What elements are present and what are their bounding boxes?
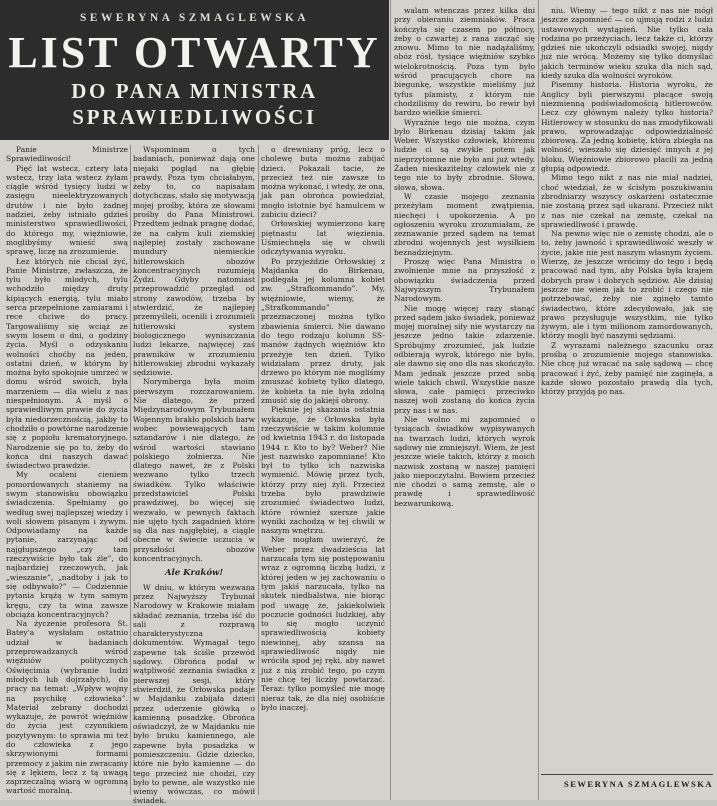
paragraph: Nie mogę więcej razy stanąć przed sądem jako świadek, ponieważ mojej moralnej siły nie wystarczy na jeszcze jedno takie zdarzenie. Spróbujmy zrozumieć, jak ludzie odbierają wyrok, którego nie było, ale dawno się ono dla nas skończyło. Mam jednak jeszcze przed sobą wiele takich chwil. Wszystkie nasze słowa, całe pamięci przeciwko naszej woli zostaną do końca życia przy nas i w nas. [394,303,535,415]
paragraph: W czasie mojego zeznania przeżyłam moment zwątpienia, niechęci i upokorzenia. A po ogłoszeniu wyroku zrozumiałam, że zeznawanie przed sądem na temat zbrodni wojennych jest wysiłkiem beznadziejnym. [394,191,535,257]
section-subheading: Ale Kraków! [164,568,224,579]
signature: SEWERYNA SZMAGLEWSKA [541,774,713,794]
paragraph: Nie mogłam uwierzyć, że Weber przez dwadzieścia lat narzucała tym się postępowaniu wraz z ogromną liczbą ludzi, z której jeden w jej zachowaniu o tym jakiś narzucała, tylko na skutek niedbalstwa, nie biorąc pod uwagę że, jakiekolwiek poczucie godności ludzkiej, aby to się mogło uczynić sprawiedliwością kobiety niewinnej, aby szansa na sprawiedliwość nigdy nie wróciła spod jej ręki, aby nawet już z nią zrobić tego, po czym nie chcę tej liczby powtarzać. Teraz: tylko pomyśleć nie mogę nieraz tak, że dla niej osobiście było inaczej. [261,535,385,712]
text-column-2 [133,145,255,806]
text-column-4 [394,6,535,796]
paragraph: Norymberga była moim pierwszym rozczarowaniem. Nie dlatego, że przed Międzynarodowym Trybunałem Wojennym brakło polskich barw wobec powiewających tam sztandarów i nie dlatego, że wśród wartości stawiano polskiego żołnierza. Nie dlatego nawet, że z Polski wezwano tylko trzech świadków. Tylko właściwie przedstawiciel Polski prawdziwej, bo więcej się wezwało, w pewnych faktach nie ujęto tych zagadnień które są dla nas najgłębiej, a ciągle obecne w świecie uczucia w przyszłości obozów koncentracyjnych. [133,377,255,564]
title-block [0,0,389,140]
article-subtitle-line-2: SPRAWIEDLIWOŚCI [72,105,317,129]
paragraph: o drewniany próg, lecz o cholewę buta można zabijać dzieci. Pokazali tacie, że przecież też nie zawsze to można wykonać, i wtedy, że ona, jak pan obrońca powiedział, mogło istotnie być hamulcem w zabiciu dzieci? [261,145,385,220]
column-divider [390,0,391,800]
paragraph: walam wtenczas przez kilka dni przy obieraniu ziemniaków. Praca kończyła się czasem po północy, żeby o czwartej z rana zacząć się znowu. Mimo to nie nadążaliśmy, obóz rósł, tysiące więźniów szybko wielokrotnością. Poza tym było wśród pracujących chore na biegunkę, wszystkie mieliśmy już tyfus plamisty, z którym nie chodziliśmy do rewiru, bo rewir był bardzo wielkie śmierci. [394,6,535,118]
paragraph: Po przyjeździe Orłowskiej z Majdanka do Birkenau, podlegała jej kolumna kobiet zw. „Strafkommando”. My, więźniowie, wiemy, że „Strafkommando” przeznaczonej można tylko zbawienia śmierci. Nie dawano do tego rodzaju kolumn SS-manów żądnych więźniów kto przeżyje ten dzień. Tylko widziałam przez druty, jak drzewo po którym nie mogliśmy zmuszać kobietę tylko dlatego, że kobieta ta nie była zdolną zmusić się do jakiejś obrony. [261,256,385,406]
text-column-5 [541,6,713,774]
column-divider [130,145,131,795]
paragraph: Na pewno więc nie o zemstę chodzi, ale o to, żeby jawność i sprawiedliwość weszły w życie, jakie nie jest naszym własnym życiem. Wierzę, że jeszcze wrócimy do tego i będą pracować nad tym, aby Polska była krajem dobrych praw i dobrych sędziów. Ale dzisiaj jeszcze nie wiem jak to zrobić i czego nie potrzebować, żeby nie zginęło tamto świadectwo, które zdecydowało, jak się prawo przysługuje wszystkim, nie tylko żywym, ale i tym milionom zamordowanych, którzy mogli być naszymi sędziami. [541,229,713,341]
column-divider [538,0,539,800]
paragraph: Na życzenie profesora St. Batey'a wysłałam ostatnio udział w badaniach przeprowadzanych wśród więźniów politycznych Oświęcimia (wybranie ludzi młodych lub dojrzałych), do pracy na temat: „Wpływ wojny na psychikę człowieka”. Materiał zebrany dochodzi wykazuje, że powrót więźniów do życia jest czynnikiem pozytywnym: to sprawia mi też do człowieka z jego skrzywionymi formami przemocy z jakim nie zwracamy się z lękiem, lecz z tą uwagą zaprzeczalną wiarą w ogromną wartość moralną. [6,619,128,796]
paragraph: My ocaleni cieniem pomordowanych staniemy na swym stanowisku obowiązku świadczenia. Spełniamy go według swej najlepszej wiedzy i woli słowem pisanym i żywym. Odpowiadamy na każde pytanie, zarzynając od najgłupszego „czy tam rzeczywiście było tak źle”, do najbardziej rzeczowych, jak „wieszanie”, „nadtoby i jak to się odbywało?” — Codziennie pytania krążą w tym samym kręgu, czy ta wina zawsze obciąża koncentracyjnych? [6,470,128,619]
article-title: LIST OTWARTY [8,28,381,77]
paragraph: Łez których nie chciał żyć, Panie Ministrze, zwłaszcza, że tylu było mlodych, tylu wchodziło między druty kipiących energią, tylu miało serca przepełnione zamiarami i rece chciwe do pracy. Targowaliśmy się wciąż ze swym losem o dni, o godziny życia. Myśl o odzyskaniu wolności choćby na jeden, ostatni dzień, w którym by można było spokojnie umrzeć w domu wśród swoich, była marzeniem — dla wielu z nas niespełnionym. A myśl o sprawiedliwym prawie do życia była niedorzecznością, jakby to chodziło o powtórne narodzenie się z popiołu krematoryjnego. Narodzenie się po to, żeby do końca dni naszych dawać świadectwo prawdzie. [6,256,128,471]
paragraph: Pisemny historia. Historia wyroku, że Anglicy byli pierwszymi płacące swoją niezmienną podświadomością hitlerowców. Lecz czy głównym należy tylko historia? Hitlerowcy w stosunku do nas zmodyfikowali prawo, wprowadzając odpowiedzialność zbiorową. Za jedną kobietę, która zbiegła na wolność, wieszało się dziesięć innych z jej bloku. Więźniowie zbiorowo płacili za jedną głupią odpowiedź. [541,80,713,174]
paragraph: Orłowskiej wymierzono karę piętnastu lat więzienia. Uśmiechnęła się w chwili odczytywania wyroku. [261,219,385,257]
text-column-3 [261,145,385,795]
paragraph: Pięć lat wstecz, cztery lata wstecz, trzy lata wstecz żyłam ciągle wśród tysięcy ludzi w zasięgu nieelektryzowanych drutów i nie było żadnej nadziei, żeby istniało gdzieś ministerstwo sprawiedliwości, do którego my, więźniowie, moglibyśmy wnieść swą sprawę, liczę na zrozumienie. [6,163,128,257]
paragraph: Wspominam o tych badaniach, ponieważ dają one niejaki pogląd na głębię prawdy. Poza tym chciałabym, żeby to, co napisałam dotychczas, stało się motywacją mojej prośby, która ze słowami prośby do Pana Ministrowi. Przedtem jednak pragnę dodać, że na całym kuli ziemskiej najlepiej zostały zachowane mundury niemieckie hitlerowskich obozów koncentracyjnych rozumieją Żydzi. Gdyby natomiast przeprowadzić przegląd od strony zawodów, trzeba by stwierdzić, że najlepiej przemyśleli, ocenili i zrozumieli hitlerowski system biologicznego wyniszczania ludzi lekarze, najwięcej zaś prawników w zrozumieniu hitlerowskiej zbrodni wykazały sędziowie. [133,145,255,378]
paragraph: Mimo tego nikt z nas nie miał nadziei, choć wiedział, że w ścisłym poszukiwaniu zbrodniarzy wszyscy oskarżeni ostatecznie nie zostaną przez sąd ukarani. Przecież nikt z nas nie czekał na zemstę, czekał na sprawiedliwość i prawdę. [541,173,713,229]
text-column-1 [6,145,128,795]
paragraph: Pięknie jej skazania ostatnia wykazuje, że Orłowska była rzeczywiście w takim kolumnie od kwietnia 1943 r. do listopada 1944 r. Kto to by? Weber? Nie jest nazwisko zapomniane! Kto był to tylko ich nazwiska wymienić. Mówię przez tych, którzy przy niej żyli. Przecież trzeba było prawdziwie zrozumieć świadectwo ludzi, które również szersze jakie wyniki zachodzą w tej chwili w naszym wnętrzu. [261,405,385,536]
paragraph: niu. Wiemy — tego nikt z nas nie mógł jeszcze zapomnieć — co ujmują rodzi z ludzi ustawowych wystąpień. Nie tylko cała rodzina po przeżyciach, lecz także ci, którzy gdzieś nie ukończyli odsiadki swojej, nigdy już nie wrócą. Możemy się tylko domyślać jakich terminów wieku szuka dla nich sąd, kiedy szuka dla wolności wyroków. [541,6,713,81]
paragraph: Wyraźnie tego nie można, czym było Birkenau dzisiaj takim jak Weber. Wszystko człowiek, któremu ludzie ci są zwykle potem jak nieprzytomne nie było ani już wtedy. Żaden nieskazitelny człowiek nie z tego nie to były zbrodnie. Słowa, słowa, słowa. [394,117,535,192]
paragraph: Panie Ministrze Sprawiedliwości! [6,145,128,164]
article-subtitle-line-1: DO PANA MINISTRA [71,79,318,103]
paragraph: Proszę więc Pana Ministra o zwolnienie mnie na przyszłość z obowiązku świadczenia przed Najwyższym Trybunałem Narodowym. [394,257,535,304]
author-name: SEWERYNA SZMAGLEWSKA [80,12,309,24]
column-divider [258,145,259,795]
paragraph: Nie wolno mi zapomnieć o tysiącach świadków wypisywanych na twarzach ludzi, których wyrok sądowy nie zmniejszył. Wiem, że jest jeszcze wiele takich, którzy z moich nazwisk zostaną w naszej pamięci jako niepoczytalni. Bowiem przecież nie chodzi o samą zemstę, ale o prawdę i sprawiedliwość bezwarunkową. [394,415,535,508]
paragraph: Z wyrazami należnego szacunku oraz prośbą o zrozumienie mojego stanowiska. Nie chcę już wracać na salę sądową — chcę pracować i żyć, żeby pamięć nie zaginęła, a każde słowo pozostało prawdą dla tych, którzy przyjdą po nas. [541,340,713,397]
paragraph: W dniu, w którym wezwana przez Najwyższy Trybunał Narodowy w Krakowie miałam składać zeznania, trzeba iść do sali z rozprawą charakterystyczna dokumentów. Wymagał tego zapewne tak ściśle przewód sądowy. Obrońca podał w wątpliwość zeznania świadka z pierwszej sesji, który stwierdził, że Orłowska podaje w Majdanku zabijała dzieci przez uderzenie główką o kamienną posadzkę. Obrońca oświadczył, że w Majdanku nie było bruku kamiennego, ale zapewne była posadzka w pomieszczeniu. Gdzie dziecko, które nie było kamienne — do tego przecież nie chodzi, czy było to pewne, ale wszystko nie wiemy wówczas, co mówił świadek. [133,582,255,806]
